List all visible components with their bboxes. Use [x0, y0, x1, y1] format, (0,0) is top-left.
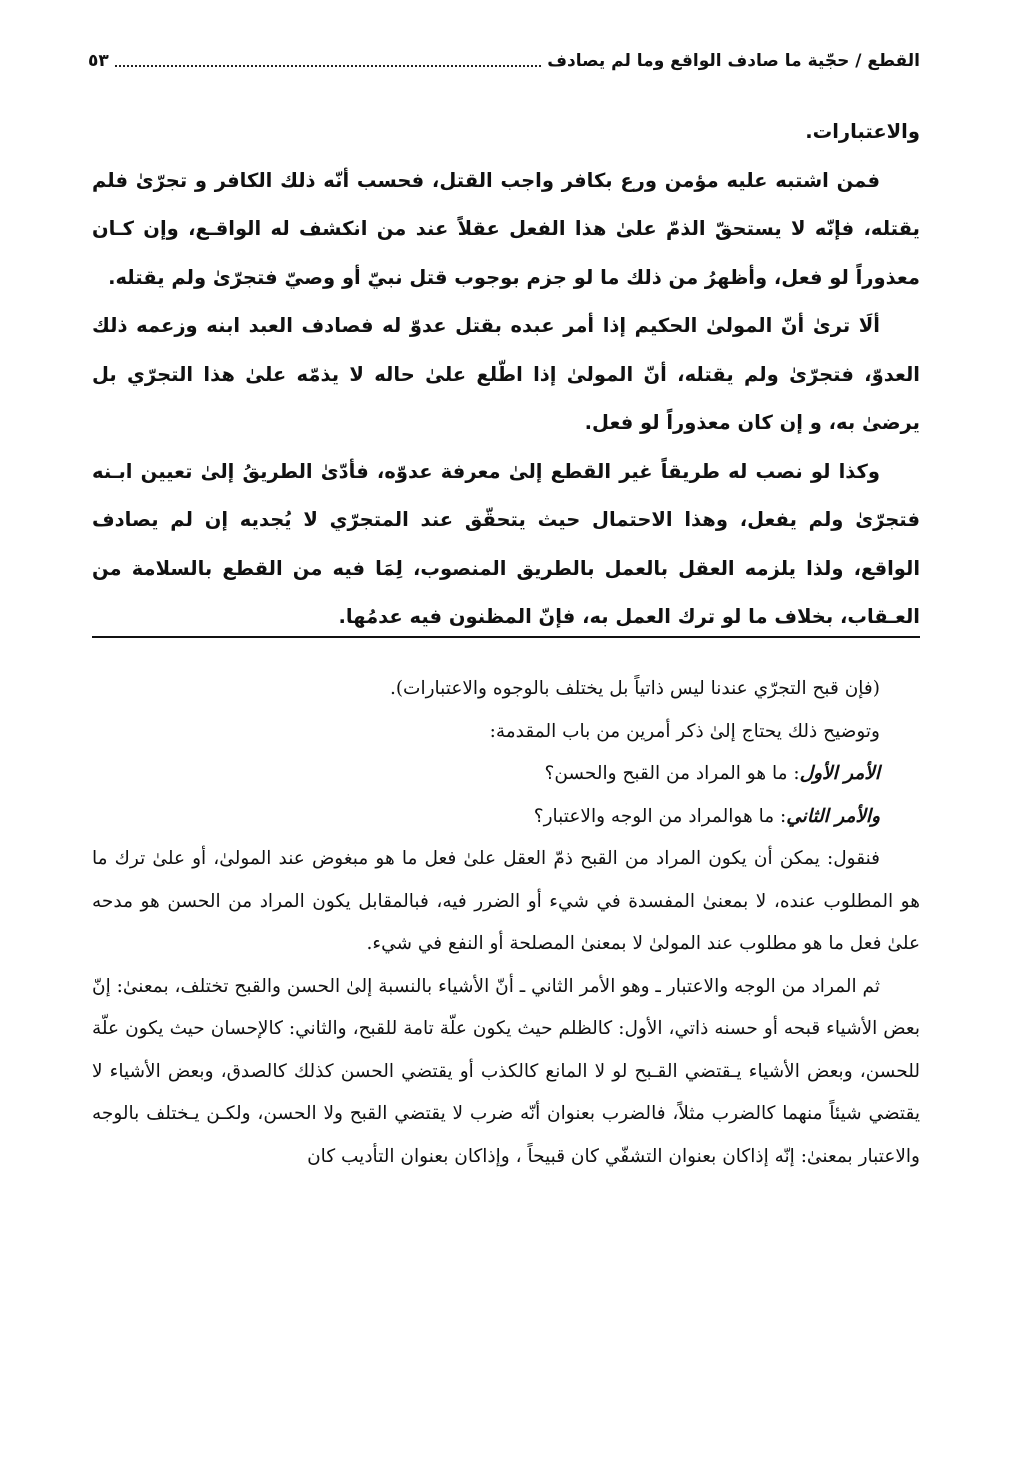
commentary-paragraph-1: فنقول: يمكن أن يكون المراد من القبح ذمّ العقل علىٰ فعل ما هو مبغوض عند المولىٰ، أو علىٰ ترك ما هو المطلوب عنده، لا بمعنىٰ المفسدة في شيء أو الضرر فيه، فبالمقابل يكون المراد من الحسن هو مدحه علىٰ فعل ما هو مطلوب عند المولىٰ لا بمعنىٰ المصلحة أو النفع في شيء.: [92, 848, 920, 954]
main-text-block: [92, 108, 920, 642]
main-paragraph-2: فمن اشتبه عليه مؤمن ورع بكافر واجب القتل، فحسب أنّه ذلك الكافر و تجرّىٰ فلم يقتله، فإنّه لا يستحقّ الذمّ علىٰ هذا الفعل عقلاً عند من انكشف له الواقـع، وإن كـان معذوراً لو فعل، وأظهرُ من ذلك ما لو جزم بوجوب قتل نبيّ أو وصيّ فتجرّىٰ ولم يقتله.: [92, 168, 920, 289]
running-header: [88, 44, 920, 78]
running-header-title: القطع / حجّية ما صادف الواقع وما لم يصادف: [547, 51, 920, 71]
commentary-first-matter: [92, 753, 920, 796]
second-matter-label: والأمر الثاني: [786, 805, 880, 827]
commentary-intro: وتوضيح ذلك يحتاج إلىٰ ذكر أمرين من باب المقدمة:: [489, 720, 880, 742]
commentary-quote: (فإن قبح التجرّي عندنا ليس ذاتياً بل يختلف بالوجوه والاعتبارات).: [389, 678, 880, 699]
commentary-block: [92, 668, 920, 1178]
commentary-second-matter: [92, 796, 920, 839]
second-matter-text: : ما هوالمراد من الوجه والاعتبار؟: [533, 805, 787, 827]
first-matter-text: : ما هو المراد من القبح والحسن؟: [544, 763, 800, 784]
commentary-paragraph-2: ثم المراد من الوجه والاعتبار ـ وهو الأمر الثاني ـ أنّ الأشياء بالنسبة إلىٰ الحسن والقبح تختلف، بمعنىٰ: إنّ بعض الأشياء قبحه أو حسنه ذاتي، الأول: كالظلم حيث يكون علّة تامة للقبح، والثاني: كالإحسان حيث يكون علّة للحسن، وبعض الأشياء يـقتضي القـبح لو لا المانع كالكذب أو يقتضي الحسن كذلك كالصدق، وبعض الأشياء لا يقتضي شيئاً منهما كالضرب مثلاً، فالضرب بعنوان أنّه ضرب لا يقتضي القبح ولا الحسن، ولكـن يـختلف بالوجه والاعتبار بمعنىٰ: إنّه إذاكان بعنوان التشفّي كان قبيحاً ، وإذاكان بعنوان التأديب كان: [92, 975, 920, 1167]
section-divider: [92, 636, 920, 638]
main-paragraph-1: والاعتبارات.: [805, 120, 920, 143]
header-leader-dots: [115, 55, 541, 67]
main-paragraph-3: ألَا ترىٰ أنّ المولىٰ الحكيم إذا أمر عبده بقتل عدوّ له فصادف العبد ابنه وزعمه ذلك العدوّ، فتجرّىٰ ولم يقتله، أنّ المولىٰ إذا اطّلع علىٰ حاله لا يذمّه علىٰ هذا التجرّي بل يرضىٰ به، و إن كان معذوراً لو فعل.: [92, 314, 920, 434]
page-number: ٥٣: [88, 51, 109, 71]
first-matter-label: الأمر الأول: [799, 763, 880, 784]
main-paragraph-4: وكذا لو نصب له طريقاً غير القطع إلىٰ معرفة عدوّه، فأدّىٰ الطريقُ إلىٰ تعيين ابـنه فتجرّىٰ ولم يفعل، وهذا الاحتمال حيث يتحقّق عند المتجرّي لا يُجديه إن لم يصادف الواقع، ولذا يلزمه العقل بالعمل بالطريق المنصوب، لِمَا فيه من القطع بالسلامة من العـقاب، بخلاف ما لو ترك العمل به، فإنّ المظنون فيه عدمُها.: [92, 459, 920, 628]
